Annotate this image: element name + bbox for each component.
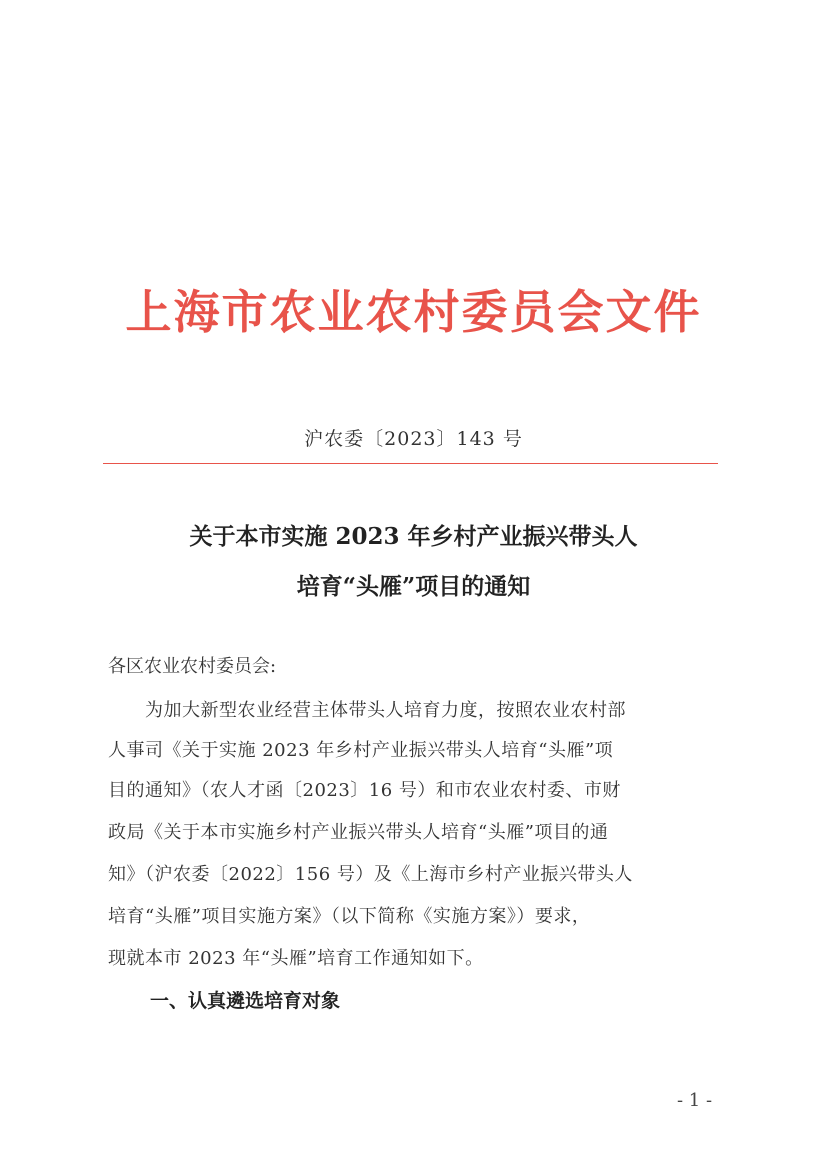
page-number: - 1 -	[677, 1090, 713, 1111]
body-paragraph-line: 政局《关于本市实施乡村产业振兴带头人培育“头雁”项目的通	[108, 822, 609, 843]
red-divider-line	[103, 463, 718, 464]
addressee: 各区农业农村委员会:	[108, 656, 277, 677]
document-number: 沪农委〔2023〕143 号	[304, 428, 523, 450]
body-paragraph-line: 目的通知》（农人才函〔2023〕16 号）和市农业农村委、市财	[108, 780, 621, 801]
notice-title-line-1: 关于本市实施 2023 年乡村产业振兴带头人	[189, 523, 638, 550]
section-heading-1: 一、认真遴选培育对象	[150, 990, 341, 1012]
notice-title-line-2: 培育“头雁”项目的通知	[296, 573, 531, 600]
body-paragraph-line: 人事司《关于实施 2023 年乡村产业振兴带头人培育“头雁”项	[108, 740, 614, 761]
issuing-authority-header: 上海市农业农村委员会文件	[125, 285, 702, 339]
body-paragraph-line: 培育“头雁”项目实施方案》（以下简称《实施方案》）要求，	[108, 906, 591, 927]
body-paragraph-line: 为加大新型农业经营主体带头人培育力度，按照农业农村部	[108, 700, 626, 721]
body-paragraph-line: 现就本市 2023 年“头雁”培育工作通知如下。	[108, 948, 484, 969]
body-paragraph-line: 知》（沪农委〔2022〕156 号）及《上海市乡村产业振兴带头人	[108, 864, 633, 885]
